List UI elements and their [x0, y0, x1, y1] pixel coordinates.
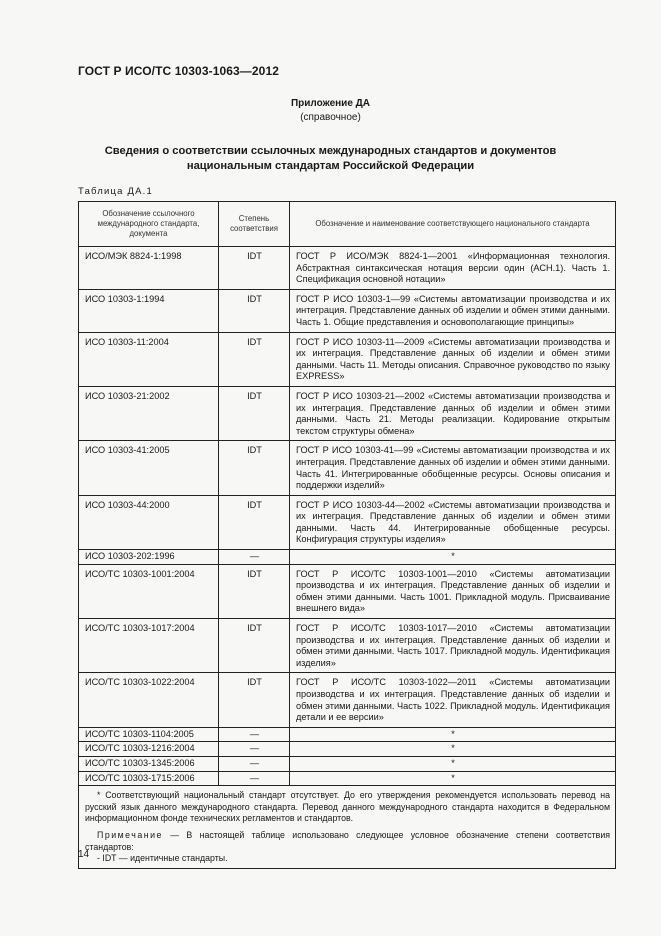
table-row — [79, 742, 616, 757]
row-code: ИСО 10303-41:2005 — [79, 441, 219, 495]
table-row — [79, 673, 616, 727]
row-degree: — — [219, 771, 290, 786]
table-row — [79, 441, 616, 495]
row-national-standard: ГОСТ Р ИСО/МЭК 8824-1—2001 «Информационная технология. Абстрактная синтаксическая нотация версии один (АСН.1). Часть 1. Спецификация основной нотации» — [290, 247, 616, 290]
row-code: ИСО 10303-11:2004 — [79, 332, 219, 386]
row-code: ИСО/ТС 10303-1345:2006 — [79, 756, 219, 771]
row-national-standard: ГОСТ Р ИСО/ТС 10303-1001—2010 «Системы автоматизации производства и их интеграция. Представление данных об изделии и обмен этими данными. Часть 1001. Прикладной модуль. Присваивание внешнего вида» — [290, 564, 616, 618]
row-degree: IDT — [219, 332, 290, 386]
appendix-heading — [0, 97, 661, 125]
appendix-subtitle: (справочное) — [300, 112, 361, 123]
table-header-row — [79, 202, 616, 247]
table-row — [79, 289, 616, 332]
section-title — [60, 144, 601, 174]
table-row — [79, 247, 616, 290]
footnote-text: * Соответствующий национальный стандарт отсутствует. До его утверждения рекомендуется использовать перевод на русский язык данного международного стандарта. Перевод данного международного стандарта находится в Федеральном информационном фонде технических регламентов и стандартов. — [85, 790, 610, 823]
row-national-standard: * — [290, 771, 616, 786]
note-paragraph — [85, 830, 610, 853]
note-item: - IDT — идентичные стандарты. — [97, 853, 228, 864]
note-label: Примечание — [97, 830, 163, 841]
table-row — [79, 727, 616, 742]
row-degree: — — [219, 742, 290, 757]
row-code: ИСО 10303-44:2000 — [79, 495, 219, 549]
column-header-degree: Степень соответствия — [219, 202, 290, 247]
row-national-standard: ГОСТ Р ИСО/ТС 10303-1022—2011 «Системы автоматизации производства и их интеграция. Представление данных об изделии и обмен этими данными. Часть 1022. Прикладной модуль. Идентификация детали и ее версии» — [290, 673, 616, 727]
table-row — [79, 332, 616, 386]
table-row — [79, 619, 616, 673]
row-national-standard: ГОСТ Р ИСО 10303-21—2002 «Системы автоматизации производства и их интеграция. Представление данных об изделии и обмен этими данными. Часть 21. Методы реализации. Кодирование открытым текстом структуры обмена» — [290, 386, 616, 440]
row-national-standard: * — [290, 727, 616, 742]
row-degree: IDT — [219, 564, 290, 618]
row-national-standard: ГОСТ Р ИСО/ТС 10303-1017—2010 «Системы автоматизации производства и их интеграция. Представление данных об изделии и обмен этими данными. Часть 1017. Прикладной модуль. Идентификация изделия» — [290, 619, 616, 673]
row-code: ИСО 10303-1:1994 — [79, 289, 219, 332]
row-degree: — — [219, 550, 290, 565]
table-row — [79, 386, 616, 440]
column-header-international: Обозначение ссылочного международного стандарта, документа — [79, 202, 219, 247]
column-header-national: Обозначение и наименование соответствующего национального стандарта — [290, 202, 616, 247]
row-code: ИСО/ТС 10303-1715:2006 — [79, 771, 219, 786]
row-code: ИСО/ТС 10303-1104:2005 — [79, 727, 219, 742]
row-degree: IDT — [219, 495, 290, 549]
section-title-line-1: Сведения о соответствии ссылочных международных стандартов и документов — [104, 145, 557, 157]
row-code: ИСО 10303-202:1996 — [79, 550, 219, 565]
table-footer-row — [79, 786, 616, 868]
row-code: ИСО/ТС 10303-1001:2004 — [79, 564, 219, 618]
table-caption: Таблица ДА.1 — [78, 186, 153, 197]
row-national-standard: * — [290, 550, 616, 565]
row-degree: IDT — [219, 673, 290, 727]
note-text: — В настоящей таблице использовано следующее условное обозначение степени соответствия стандартов: — [85, 830, 611, 852]
row-national-standard: * — [290, 756, 616, 771]
table-row — [79, 495, 616, 549]
row-degree: IDT — [219, 247, 290, 290]
document-code: ГОСТ Р ИСО/ТС 10303-1063—2012 — [78, 64, 279, 78]
row-degree: IDT — [219, 386, 290, 440]
row-code: ИСО/ТС 10303-1022:2004 — [79, 673, 219, 727]
page-number: 14 — [78, 849, 90, 860]
row-degree: — — [219, 756, 290, 771]
table-row — [79, 756, 616, 771]
row-degree: IDT — [219, 619, 290, 673]
row-degree: — — [219, 727, 290, 742]
row-degree: IDT — [219, 441, 290, 495]
row-national-standard: ГОСТ Р ИСО 10303-1—99 «Системы автоматизации производства и их интеграция. Представление данных об изделии и обмен этими данными. Часть 1. Общие представления и основополагающие принципы» — [290, 289, 616, 332]
table-row — [79, 564, 616, 618]
row-degree: IDT — [219, 289, 290, 332]
section-title-line-2: национальным стандартам Российской Федерации — [186, 160, 475, 172]
table-row — [79, 550, 616, 565]
row-code: ИСО 10303-21:2002 — [79, 386, 219, 440]
row-national-standard: ГОСТ Р ИСО 10303-11—2009 «Системы автоматизации производства и их интеграция. Представление данных об изделии и обмен этими данными. Часть 11. Методы описания. Справочное руководство по языку EXPRESS» — [290, 332, 616, 386]
row-code: ИСО/МЭК 8824-1:1998 — [79, 247, 219, 290]
row-code: ИСО/ТС 10303-1216:2004 — [79, 742, 219, 757]
row-national-standard: ГОСТ Р ИСО 10303-44—2002 «Системы автоматизации производства и их интеграция. Представление данных об изделии и обмен этими данными. Часть 44. Интегрированные обобщенные ресурсы. Конфигурация структуры изделия» — [290, 495, 616, 549]
row-national-standard: * — [290, 742, 616, 757]
row-code: ИСО/ТС 10303-1017:2004 — [79, 619, 219, 673]
table-footnote-cell — [79, 786, 616, 868]
table-row — [79, 771, 616, 786]
correspondence-table — [78, 201, 616, 869]
row-national-standard: ГОСТ Р ИСО 10303-41—99 «Системы автоматизации производства и их интеграция. Представление данных об изделии и обмен этими данными. Часть 41. Интегрированные обобщенные ресурсы. Основы описания и поддержки изделий» — [290, 441, 616, 495]
appendix-title: Приложение ДА — [290, 98, 371, 109]
